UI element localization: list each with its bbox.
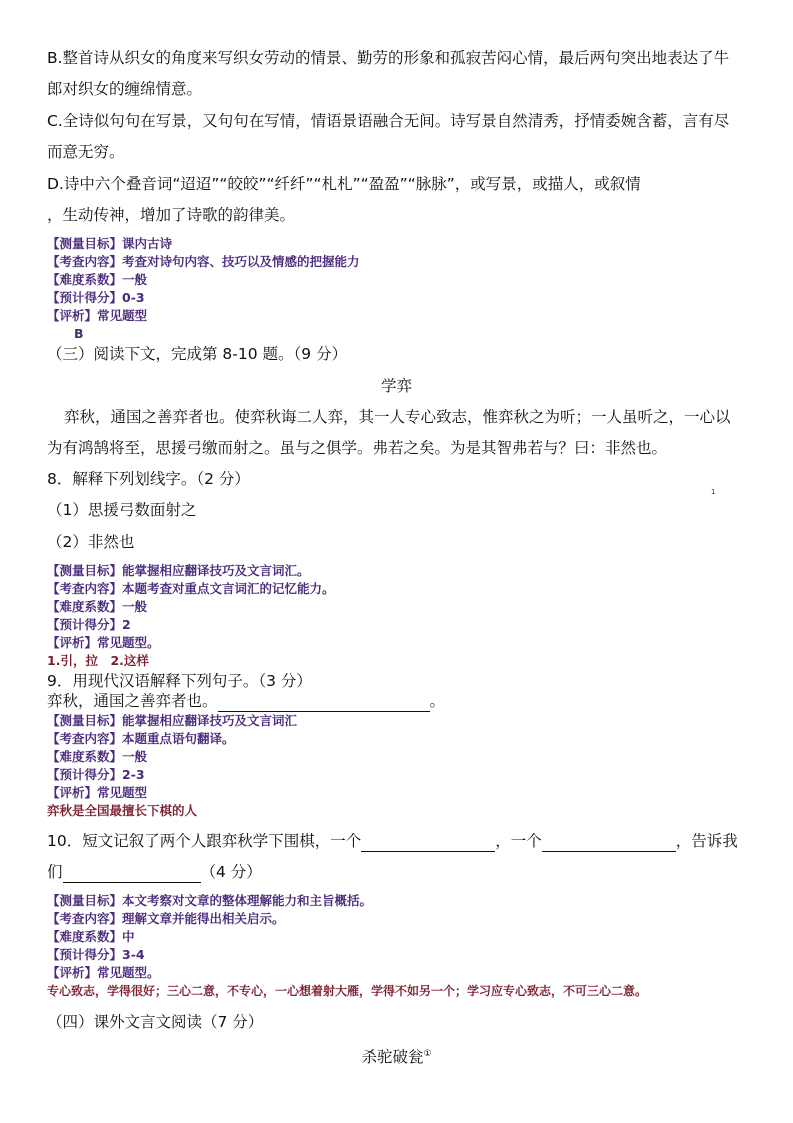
q8-content: 【考查内容】本题考查对重点文言词汇的记忆能力。: [47, 581, 335, 596]
section3-para-line2: 为有鸿鹄将至，思援弓缴而射之。虽与之俱学。弗若之矣。为是其智弗若与？曰：非然也。: [47, 439, 668, 457]
q9-content: 【考查内容】本题重点语句翻译。: [47, 731, 235, 746]
option-b-line1: B.整首诗从织女的角度来写织女劳动的情景、勤劳的形象和孤寂苦闷心情，最后两句突出地表达了牛: [47, 49, 730, 67]
q9-stem: 9．用现代汉语解释下列句子。（3 分）: [47, 672, 312, 690]
meta1-content: 【考查内容】考查对诗句内容、技巧以及情感的把握能力: [47, 254, 360, 269]
q10-stem-c: ，告诉我: [675, 832, 738, 850]
q10-target: 【测量目标】本文考察对文章的整体理解能力和主旨概括。: [47, 893, 373, 908]
meta1-difficulty: 【难度系数】一般: [47, 272, 148, 287]
meta1-score: 【预计得分】0-3: [47, 290, 145, 305]
q10-stem-line1: [47, 830, 738, 852]
q10-stem-d: 们: [47, 863, 63, 881]
q8-review: 【评析】常见题型。: [47, 635, 160, 650]
section3-title: 学弈: [380, 377, 412, 395]
q10-content: 【考查内容】理解文章并能得出相关启示。: [47, 911, 285, 926]
q8-stem: 8．解释下列划线字。（2 分）: [47, 470, 250, 488]
q9-answer-blank[interactable]: [218, 693, 430, 712]
option-c-line1: C.全诗似句句在写景，又句句在写情，情语景语融合无间。诗写景自然清秀，抒情委婉含蓄，言有尽: [47, 112, 730, 130]
section3-heading: （三）阅读下文，完成第 8-10 题。（9 分）: [47, 345, 348, 363]
q10-stem-a: 10．短文记叙了两个人跟弈秋学下围棋，一个: [47, 832, 362, 850]
meta1-target: 【测量目标】课内古诗: [47, 236, 173, 251]
option-d-line1: D.诗中六个叠音词“迢迢”“皎皎”“纤纤”“札札”“盈盈”“脉脉”，或写景，或描人，或叙情: [47, 175, 641, 193]
q9-period: 。: [429, 692, 446, 710]
meta1-review: 【评析】常见题型: [47, 308, 148, 323]
section4-title: 杀驼破瓮: [361, 1048, 424, 1067]
q9-difficulty: 【难度系数】一般: [47, 749, 148, 764]
q10-blank-3[interactable]: [63, 864, 201, 883]
meta1-answer: B: [74, 326, 84, 341]
q10-blank-1[interactable]: [361, 833, 495, 852]
q9-review: 【评析】常见题型: [47, 785, 148, 800]
q10-stem-e: （4 分）: [200, 863, 262, 881]
q10-blank-2[interactable]: [542, 833, 676, 852]
q8-target: 【测量目标】能掌握相应翻译技巧及文言词汇。: [47, 563, 310, 578]
q10-stem-b: ，一个: [495, 832, 542, 850]
q10-review: 【评析】常见题型。: [47, 965, 160, 980]
q8-item1: （1）思援弓数面射之: [47, 501, 197, 519]
section4-title-row: [0, 1043, 793, 1068]
page-mark: 1: [711, 488, 716, 496]
q10-answer: 专心致志，学得很好；三心二意，不专心，一心想着射大雁，学得不如另一个；学习应专心致志，不可三心二意。: [47, 984, 648, 998]
q9-sentence: 弈秋，通国之善弈者也。: [47, 692, 218, 710]
q8-difficulty: 【难度系数】一般: [47, 599, 148, 614]
section3-para-line1: 弈秋，通国之善弈者也。使弈秋诲二人弈，其一人专心致志，惟弈秋之为听；一人虽听之，一心以: [64, 408, 731, 426]
q9-answer: 弈秋是全国最擅长下棋的人: [47, 803, 198, 818]
option-c-line2: 而意无穷。: [47, 143, 125, 161]
q10-difficulty: 【难度系数】中: [47, 929, 135, 944]
q9-target: 【测量目标】能掌握相应翻译技巧及文言词汇: [47, 713, 298, 728]
option-d-line2: ，生动传神，增加了诗歌的韵律美。: [47, 206, 296, 224]
q9-sentence-row: [47, 690, 445, 712]
section4-heading: （四）课外文言文阅读（7 分）: [47, 1013, 264, 1031]
q10-score: 【预计得分】3-4: [47, 947, 145, 962]
q9-score: 【预计得分】2-3: [47, 767, 145, 782]
section4-footnote-mark: ①: [423, 1049, 432, 1059]
q8-answer: 1.引，拉 2.这样: [47, 653, 149, 668]
option-b-line2: 郎对织女的缠绵情意。: [47, 80, 203, 98]
q8-score: 【预计得分】2: [47, 617, 131, 632]
q8-item2: （2）非然也: [47, 533, 135, 551]
q10-stem-line2: [47, 861, 262, 883]
